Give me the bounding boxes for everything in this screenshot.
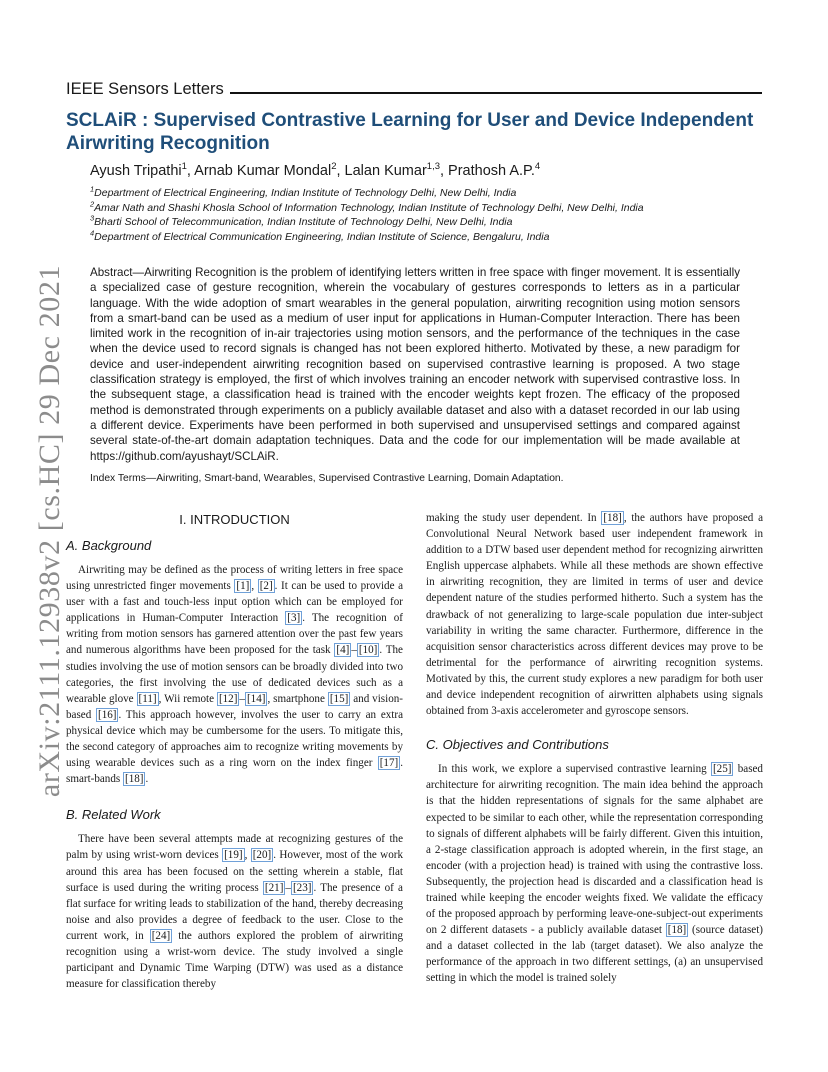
citation-link[interactable]: [17] [379,757,399,770]
citation-link[interactable]: [14] [246,692,266,705]
author-list [90,163,540,179]
paragraph-text: , [244,849,251,862]
affiliation-mark: 1 [90,184,95,194]
affiliation-text: Department of Electrical Communication Engineering, Indian Institute of Science, Bengaluru, India [94,230,550,243]
affiliation [90,230,780,245]
paragraph-text: . The studies involving the use of motion sensors can be broadly divided into two categories, the first involving the use of dedicated devices such as a wearable glove [66,644,403,705]
author-name: , Prathosh A.P. [440,163,535,179]
right-column [426,510,763,987]
citation-link[interactable]: [3] [287,612,301,625]
affiliation-text: Department of Electrical Engineering, Indian Institute of Technology Delhi, New Delhi, India [94,187,517,199]
affiliation-mark: 2 [90,199,95,208]
affiliation-text: Bharti School of Telecommunication, Indian Institute of Technology Delhi, New Delhi, India [94,216,513,228]
paragraph-text: . The recognition of writing from motion sensors has garnered attention over the past few years and numerous algorithms have been proposed for the task [66,612,404,657]
paragraph-text: , Wii remote [158,692,217,705]
affiliation [90,186,780,201]
paragraph-text: making the study user dependent. In [426,512,602,524]
author-affiliation-mark: 2 [331,161,337,173]
citation-link[interactable]: [10] [358,644,378,657]
author-name: , Lalan Kumar [336,163,427,179]
paragraph-text: , the authors have proposed a Convolutional Neural Network based user independent framework in addition to a DTW based user dependent method for recognizing airwritten English uppercase alphabets. While all these methods are shown effective in airwriting recognition, they are limited in terms of user and device dependent nature of the studies performed hitherto. Such a system has the drawback of not generalizing to large-scale population due inter-subject variability in writing the same character. Furthermore, difference in the acquisition sensor characteristics across different devices may prove to be detrimental for the performance of airwriting recognition systems. Motivated by this, the current study explores a new paradigm for both user and device independent recognition of airwritten alphabets using signals obtained from 3-axis accelerometer and gyroscope sensors. [426,512,763,718]
citation-link[interactable]: [23] [292,881,312,894]
affiliation-mark: 4 [90,228,95,237]
paragraph-text: . The presence of a flat surface for writing leads to stabilization of the hand, thereby decreasing noise and also provides a degree of feedback to the user. Close to the current work, in [66,881,403,942]
citation-link[interactable]: [2] [259,580,273,593]
author-affiliation-mark: 1,3 [426,161,440,173]
citation-link[interactable]: [25] [712,763,732,776]
left-column [66,510,403,992]
paragraph-text: based architecture for airwriting recognition. The main idea behind the approach is that the hidden representations of signals for the same alphabet are expected to be similar to each other, while the representation corresponding to signals of different alphabets will be fairly different. Given this intuition, a 2-stage classification approach is adopted wherein, in the first stage, an encoder (with a projection head) is trained with using the contrastive loss. Subsequently, the projection head is discarded and a classification head is trained while keeping the encoder weights fixed. We validate the efficacy of the proposed approach by performing leave-one-subject-out experiments on 2 different datasets - a publicly available dataset [426,763,763,937]
related-work-paragraph [66,831,403,992]
intro-continuation-paragraph [426,510,763,719]
subsection-heading-objectives: C. Objectives and Contributions [426,737,609,753]
header-rule [230,92,762,94]
paragraph-text: – [351,644,357,657]
citation-link[interactable]: [19] [224,849,243,862]
paragraph-text: There have been several attempts made at recognizing gestures of the palm by using wrist-worn devices [66,833,403,862]
affiliation [90,201,780,216]
citation-link[interactable]: [16] [98,708,117,721]
author-name: , Arnab Kumar Mondal [186,163,332,179]
affiliation-text: Amar Nath and Shashi Khosla School of Information Technology, Indian Institute of Technology Delhi, New Delhi, India [94,201,644,214]
citation-link[interactable]: [18] [603,512,622,524]
running-header [66,76,762,98]
paragraph-text: . However, most of the work around this area has been focused on the setting wherein a stable, flat surface is used during the writing process [66,849,403,894]
author-name: Ayush Tripathi [90,163,182,179]
paragraph-text: . [145,773,149,786]
paragraph-text: . It can be used to provide a user with a fast and touch-less input option which can be employed for applications in Human-Computer Interaction [66,580,404,625]
paragraph-text: the authors explored the problem of airwriting recognition using a wrist-worn device. The study involved a single participant and Dynamic Time Warping (DTW) was used as a distance measure for classification thereby [66,929,404,991]
citation-link[interactable]: [18] [125,773,144,786]
abstract: Abstract—Airwriting Recognition is the problem of identifying letters written in free space with finger movement. It is essentially a specialized case of gesture recognition, wherein the vocabulary of gestures corresponds to letters as in a particular language. With the wide adoption of smart wearables in the general population, airwriting recognition using motion sensors from a smart-band can be used as a medium of user input for applications in Human-Computer Interaction. There has been limited work in the recognition of in-air trajectories using motion sensors, and the performance of the techniques in the case when the device used to record signals is changed has not been explored hitherto. Motivated by these, a new paradigm for device and user-independent airwriting recognition based on supervised contrastive learning is proposed. A two stage classification strategy is employed, the first of which involves training an encoder network with supervised contrastive loss. In the subsequent stage, a classification head is trained with the encoder weights kept frozen. The efficacy of the proposed method is demonstrated through experiments on a publicly available dataset and also with a dataset recorded in our lab using a different device. Experiments have been performed in both supervised and unsupervised settings and compared against several state-of-the-art domain adaptation techniques. Data and the code for our implementation will be made available at https://github.com/ayushayt/SCLAiR. [90,266,740,463]
paragraph-text: In this work, we explore a supervised contrastive learning [438,763,711,776]
paragraph-text: , smartphone [267,692,328,705]
journal-name: IEEE Sensors Letters [66,80,224,98]
affiliation-mark: 3 [90,213,95,223]
section-heading-introduction: I. INTRODUCTION [179,512,290,527]
index-terms: Index Terms—Airwriting, Smart-band, Wearables, Supervised Contrastive Learning, Domain Adaptation. [90,473,564,484]
affiliation-list [90,186,780,244]
author-affiliation-mark: 4 [534,161,541,173]
objectives-paragraph [426,761,763,986]
citation-link[interactable]: [12] [218,692,238,705]
citation-link[interactable]: [15] [329,692,349,705]
subsection-heading-background: A. Background [66,538,152,553]
subsection-heading-related-work: B. Related Work [66,807,161,823]
paragraph-text: – [239,692,245,705]
paragraph-text: – [285,881,291,894]
citation-link[interactable]: [1] [236,580,250,593]
paragraph-text: , [251,580,258,593]
citation-link[interactable]: [4] [336,644,350,657]
paragraph-text: (source dataset) and a dataset collected in the lab (target dataset). We also analyze the performance of the approach in two different settings, (a) an unsupervised setting in which the model is trained solely [426,924,763,985]
citation-link[interactable]: [24] [151,929,171,942]
citation-link[interactable]: [11] [138,692,157,705]
paragraph-text: Airwriting may be defined as the process of writing letters in free space using unrestricted finger movements [66,564,403,593]
paragraph-text: . smart-bands [66,757,403,786]
affiliation [90,215,780,230]
paragraph-text: and vision-based [66,692,403,721]
citation-link[interactable]: [18] [667,924,687,937]
citation-link[interactable]: [21] [264,881,284,894]
arxiv-identifier: arXiv:2111.12938v2 [cs.HC] 29 Dec 2021 [33,264,66,798]
paper-title: SCLAiR : Supervised Contrastive Learning for User and Device Independent Airwriting Recognition [66,110,754,154]
citation-link[interactable]: [20] [252,849,272,862]
paragraph-text: . This approach however, involves the user to carry an extra physical device which may be cumbersome for the users. To mitigate this, the second category of approaches aim to recognize writing movements by using wearable devices such as a ring worn on the index finger [66,708,403,770]
background-paragraph [66,562,403,787]
author-affiliation-mark: 1 [181,161,187,173]
